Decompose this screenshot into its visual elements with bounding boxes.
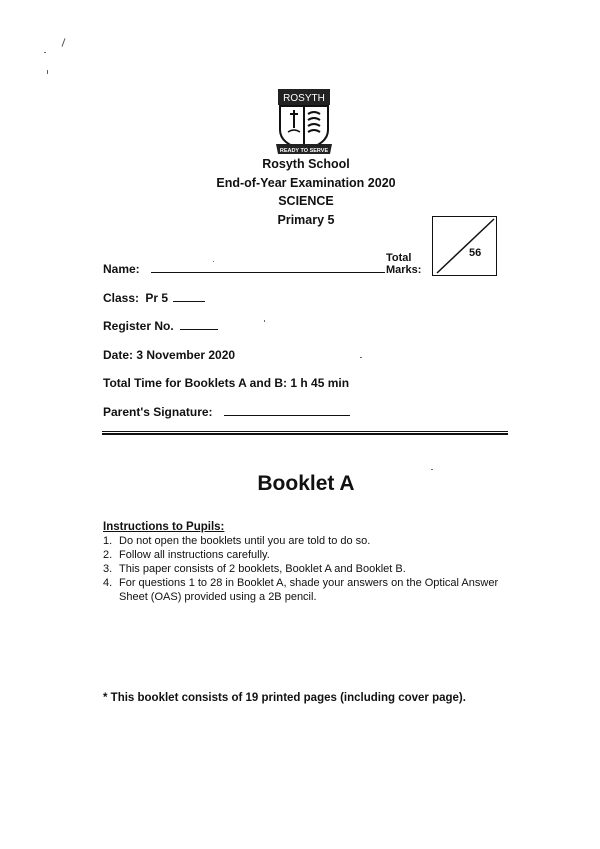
marks-max: 56 [469, 247, 482, 259]
signature-label: Parent's Signature: [103, 405, 213, 419]
crest-banner-top: ROSYTH [283, 93, 325, 104]
name-label: Name: [103, 262, 140, 276]
marks-label: Marks: [386, 264, 422, 276]
scan-mark [431, 469, 433, 470]
scan-mark [44, 52, 46, 53]
crest-banner-bottom: READY TO SERVE [279, 148, 329, 154]
signature-blank[interactable] [224, 415, 350, 416]
instruction-item: 4. For questions 1 to 28 in Booklet A, shade your answers on the Optical Answer Sheet (OAS) provided using a 2B pencil. [103, 577, 499, 603]
class-value: Pr 5 [145, 291, 169, 305]
booklet-title: Booklet A [257, 472, 355, 495]
class-label: Class: [103, 291, 140, 305]
school-crest [274, 88, 334, 158]
marks-box-diagonal [433, 217, 496, 275]
divider-rule [102, 431, 508, 432]
scan-mark [360, 357, 362, 358]
total-label: Total [386, 252, 412, 264]
total-marks-box [432, 216, 497, 276]
divider-rule-thick [102, 433, 508, 435]
scan-mark [47, 70, 48, 74]
register-blank[interactable] [180, 329, 218, 330]
name-blank[interactable] [151, 272, 385, 273]
instructions-list [103, 534, 513, 604]
crest-graphic [274, 88, 334, 158]
instruction-item: 2. Follow all instructions carefully. [103, 549, 270, 561]
register-field [103, 319, 218, 333]
total-time: Total Time for Booklets A and B: 1 h 45 min [103, 376, 350, 390]
instructions-heading: Instructions to Pupils: [103, 521, 225, 533]
level-title: Primary 5 [277, 213, 335, 227]
exam-title: End-of-Year Examination 2020 [216, 176, 396, 190]
instructions-section [103, 520, 513, 604]
instruction-item: 3. This paper consists of 2 booklets, Booklet A and Booklet B. [103, 563, 406, 575]
scan-mark [264, 320, 265, 322]
name-field [103, 262, 385, 276]
exam-date: Date: 3 November 2020 [103, 348, 236, 362]
scan-mark [61, 38, 65, 47]
class-blank[interactable] [173, 301, 205, 302]
page-count-note: * This booklet consists of 19 printed pages (including cover page). [103, 692, 466, 704]
subject-title: SCIENCE [278, 194, 334, 208]
school-name: Rosyth School [262, 157, 350, 171]
instruction-item: 1. Do not open the booklets until you are told to do so. [103, 535, 371, 547]
class-field [103, 291, 205, 305]
signature-field [103, 405, 350, 419]
register-label: Register No. [103, 319, 174, 333]
